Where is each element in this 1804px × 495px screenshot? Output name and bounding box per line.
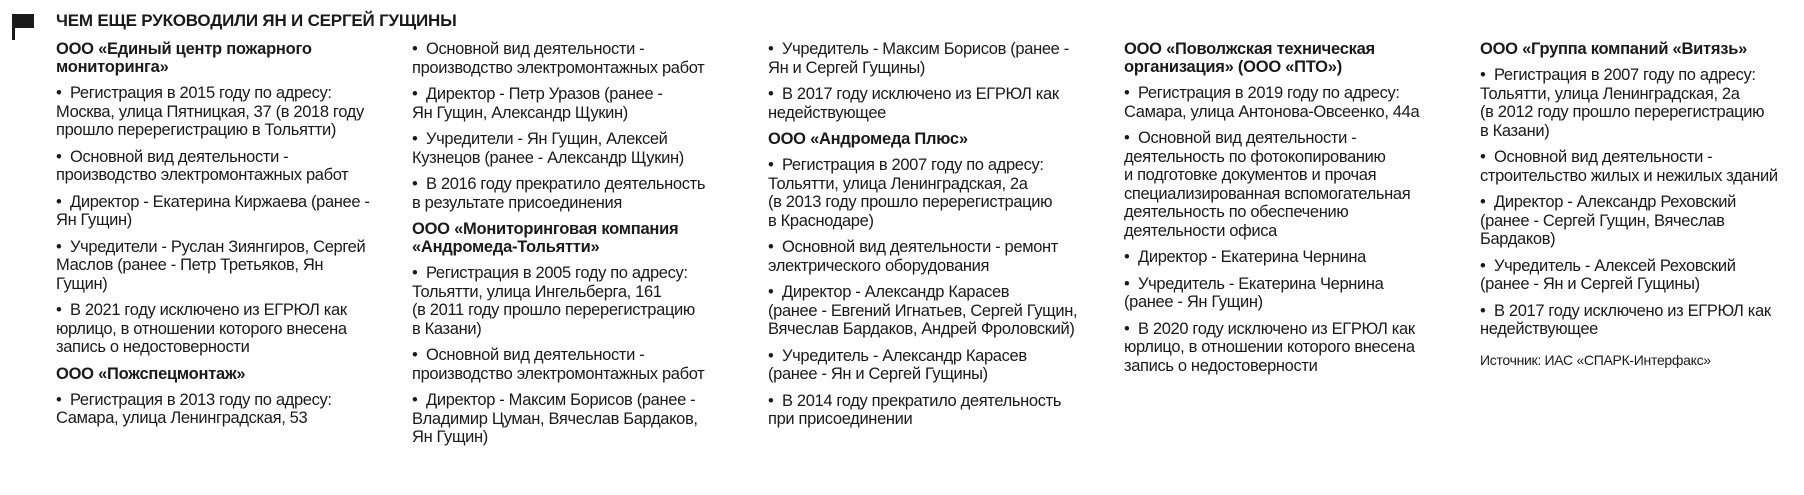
company-fact xyxy=(1124,84,1469,121)
company-fact xyxy=(768,347,1113,384)
company-fact xyxy=(768,283,1113,339)
bullet-icon: • xyxy=(56,390,62,409)
fact-text: В 2017 году исключено из ЕГРЮЛ как недействующее xyxy=(1480,301,1771,338)
company-fact xyxy=(412,264,757,338)
bullet-icon: • xyxy=(412,264,418,282)
company-fact xyxy=(412,391,757,447)
bullet-icon: • xyxy=(1480,301,1486,320)
bullet-icon: • xyxy=(1124,274,1130,293)
company-fact xyxy=(56,301,401,357)
company-fact xyxy=(768,392,1113,429)
bullet-icon: • xyxy=(1480,193,1486,211)
company-fact xyxy=(412,40,757,77)
page-title: ЧЕМ ЕЩЕ РУКОВОДИЛИ ЯН И СЕРГЕЙ ГУЩИНЫ xyxy=(56,11,457,30)
bullet-icon: • xyxy=(768,346,774,365)
fact-text: Учредители - Ян Гущин, Алексей Кузнецов (ранее - Александр Щукин) xyxy=(412,130,684,167)
column-2 xyxy=(412,40,757,455)
company-fact xyxy=(412,130,757,167)
fact-text: Директор - Максим Борисов (ранее - Владимир Цуман, Вячеслав Бардаков, Ян Гущин) xyxy=(412,391,698,446)
fact-text: Регистрация в 2007 году по адресу: Тольятти, улица Ленинградская, 2а (в 2013 году прошло перерегистрацию в Краснодаре) xyxy=(768,156,1053,230)
fact-text: Регистрация в 2015 году по адресу: Москва, улица Пятницкая, 37 (в 2018 году прошло перерегистрацию в Тольятти) xyxy=(56,84,364,139)
column-4 xyxy=(1124,40,1469,383)
fact-text: Основной вид деятельности - строительство жилых и нежилых зданий xyxy=(1480,148,1778,185)
company-fact xyxy=(1124,248,1469,267)
fact-text: Регистрация в 2013 году по адресу: Самара, улица Ленинградская, 53 xyxy=(56,390,332,427)
fact-text: Регистрация в 2019 году по адресу: Самара, улица Антонова-Овсеенко, 44а xyxy=(1124,84,1420,121)
fact-text: Директор - Александр Карасев (ранее - Евгений Игнатьев, Сергей Гущин, Вячеслав Бардаков, Андрей Фроловский) xyxy=(768,283,1078,338)
fact-text: Основной вид деятельности - деятельность по фотокопированию и подготовке документов и прочая специализированная вспомогательная деятельность по обеспечению деятельности офиса xyxy=(1124,129,1411,240)
fact-text: Регистрация в 2007 году по адресу: Тольятти, улица Ленинградская, 2а (в 2012 году прошло перерегистрацию в Казани) xyxy=(1480,66,1765,140)
fact-text: Директор - Александр Реховский (ранее - Сергей Гущин, Вячеслав Бардаков) xyxy=(1480,193,1736,248)
bullet-icon: • xyxy=(1480,66,1486,84)
company-name: ООО «Поволжская техническая организация» (ООО «ПТО») xyxy=(1124,40,1375,76)
company-fact xyxy=(1480,66,1796,140)
company-fact xyxy=(768,156,1113,230)
company-fact xyxy=(56,238,401,294)
bullet-icon: • xyxy=(1124,129,1130,147)
bullet-icon: • xyxy=(768,391,774,410)
fact-text: Основной вид деятельности - производство электромонтажных работ xyxy=(412,40,705,77)
company-fact xyxy=(1480,257,1796,294)
company-fact xyxy=(412,175,757,212)
bullet-icon: • xyxy=(412,40,418,58)
company-name: ООО «Андромеда Плюс» xyxy=(768,130,968,148)
fact-text: Учредители - Руслан Зиянгиров, Сергей Маслов (ранее - Петр Третьяков, Ян Гущин) xyxy=(56,237,366,293)
fact-text: Директор - Петр Уразов (ранее - Ян Гущин, Александр Щукин) xyxy=(412,85,663,122)
bullet-icon: • xyxy=(412,130,418,148)
company-fact xyxy=(1124,129,1469,240)
fact-text: Основной вид деятельности - производство электромонтажных работ xyxy=(56,147,349,184)
company-name: ООО «Пожспецмонтаж» xyxy=(56,364,246,383)
company-fact xyxy=(768,85,1113,122)
bullet-icon: • xyxy=(1480,256,1486,275)
fact-text: Учредитель - Максим Борисов (ранее - Ян и Сергей Гущины) xyxy=(768,40,1069,77)
company-fact xyxy=(768,238,1113,275)
bullet-icon: • xyxy=(768,156,774,174)
bullet-icon: • xyxy=(1124,319,1130,338)
company-fact xyxy=(1480,148,1796,185)
fact-text: В 2017 году исключено из ЕГРЮЛ как недействующее xyxy=(768,85,1059,122)
bullet-icon: • xyxy=(56,192,62,211)
bullet-icon: • xyxy=(412,346,418,364)
bullet-icon: • xyxy=(1124,84,1130,102)
bullet-icon: • xyxy=(56,237,62,256)
company-name: ООО «Единый центр пожарного мониторинга» xyxy=(56,40,312,76)
company-fact xyxy=(768,40,1113,77)
company-fact xyxy=(412,85,757,122)
company-fact xyxy=(56,84,401,140)
fact-text: Учредитель - Александр Карасев (ранее - Ян и Сергей Гущины) xyxy=(768,346,1027,383)
company-fact xyxy=(56,391,401,428)
fact-text: Директор - Екатерина Чернина xyxy=(1138,248,1366,266)
company-fact xyxy=(1480,193,1796,249)
bullet-icon: • xyxy=(412,391,418,409)
bullet-icon: • xyxy=(412,175,418,193)
bullet-icon: • xyxy=(1124,248,1130,266)
bullet-icon: • xyxy=(768,238,774,256)
bullet-icon: • xyxy=(56,301,62,319)
column-5 xyxy=(1480,40,1796,369)
company-fact xyxy=(1124,320,1469,376)
flag-icon xyxy=(12,14,34,40)
bullet-icon: • xyxy=(768,85,774,103)
fact-text: Учредитель - Екатерина Чернина (ранее - Ян Гущин) xyxy=(1124,274,1384,311)
bullet-icon: • xyxy=(1480,148,1486,166)
company-fact xyxy=(412,346,757,383)
company-name: ООО «Мониторинговая компания «Андромеда-Тольятти» xyxy=(412,220,679,256)
bullet-icon: • xyxy=(56,147,62,166)
fact-text: В 2020 году исключено из ЕГРЮЛ как юрлицо, в отношении которого внесена запись о недостоверности xyxy=(1124,319,1415,375)
company-fact xyxy=(1124,275,1469,312)
fact-text: В 2021 году исключено из ЕГРЮЛ как юрлицо, в отношении которого внесена запись о недостоверности xyxy=(56,301,347,356)
company-fact xyxy=(56,148,401,185)
column-3 xyxy=(768,40,1113,437)
fact-text: Регистрация в 2005 году по адресу: Тольятти, улица Ингельберга, 161 (в 2011 году прошло перерегистрацию в Казани) xyxy=(412,264,695,338)
fact-text: Директор - Екатерина Киржаева (ранее - Ян Гущин) xyxy=(56,192,370,229)
fact-text: Учредитель - Алексей Реховский (ранее - Ян и Сергей Гущины) xyxy=(1480,256,1736,293)
company-fact xyxy=(56,193,401,230)
bullet-icon: • xyxy=(412,85,418,103)
company-fact xyxy=(1480,302,1796,339)
column-1 xyxy=(56,40,401,436)
fact-text: В 2014 году прекратило деятельность при присоединении xyxy=(768,391,1062,428)
fact-text: Основной вид деятельности - производство электромонтажных работ xyxy=(412,346,705,383)
bullet-icon: • xyxy=(768,283,774,301)
companies-columns xyxy=(56,40,1796,490)
company-name: ООО «Группа компаний «Витязь» xyxy=(1480,40,1748,58)
source-note: Источник: ИАС «СПАРК-Интерфакс» xyxy=(1480,351,1711,368)
fact-text: Основной вид деятельности - ремонт электрического оборудования xyxy=(768,238,1059,275)
fact-text: В 2016 году прекратило деятельность в результате присоединения xyxy=(412,175,706,212)
bullet-icon: • xyxy=(768,40,774,58)
bullet-icon: • xyxy=(56,84,62,102)
